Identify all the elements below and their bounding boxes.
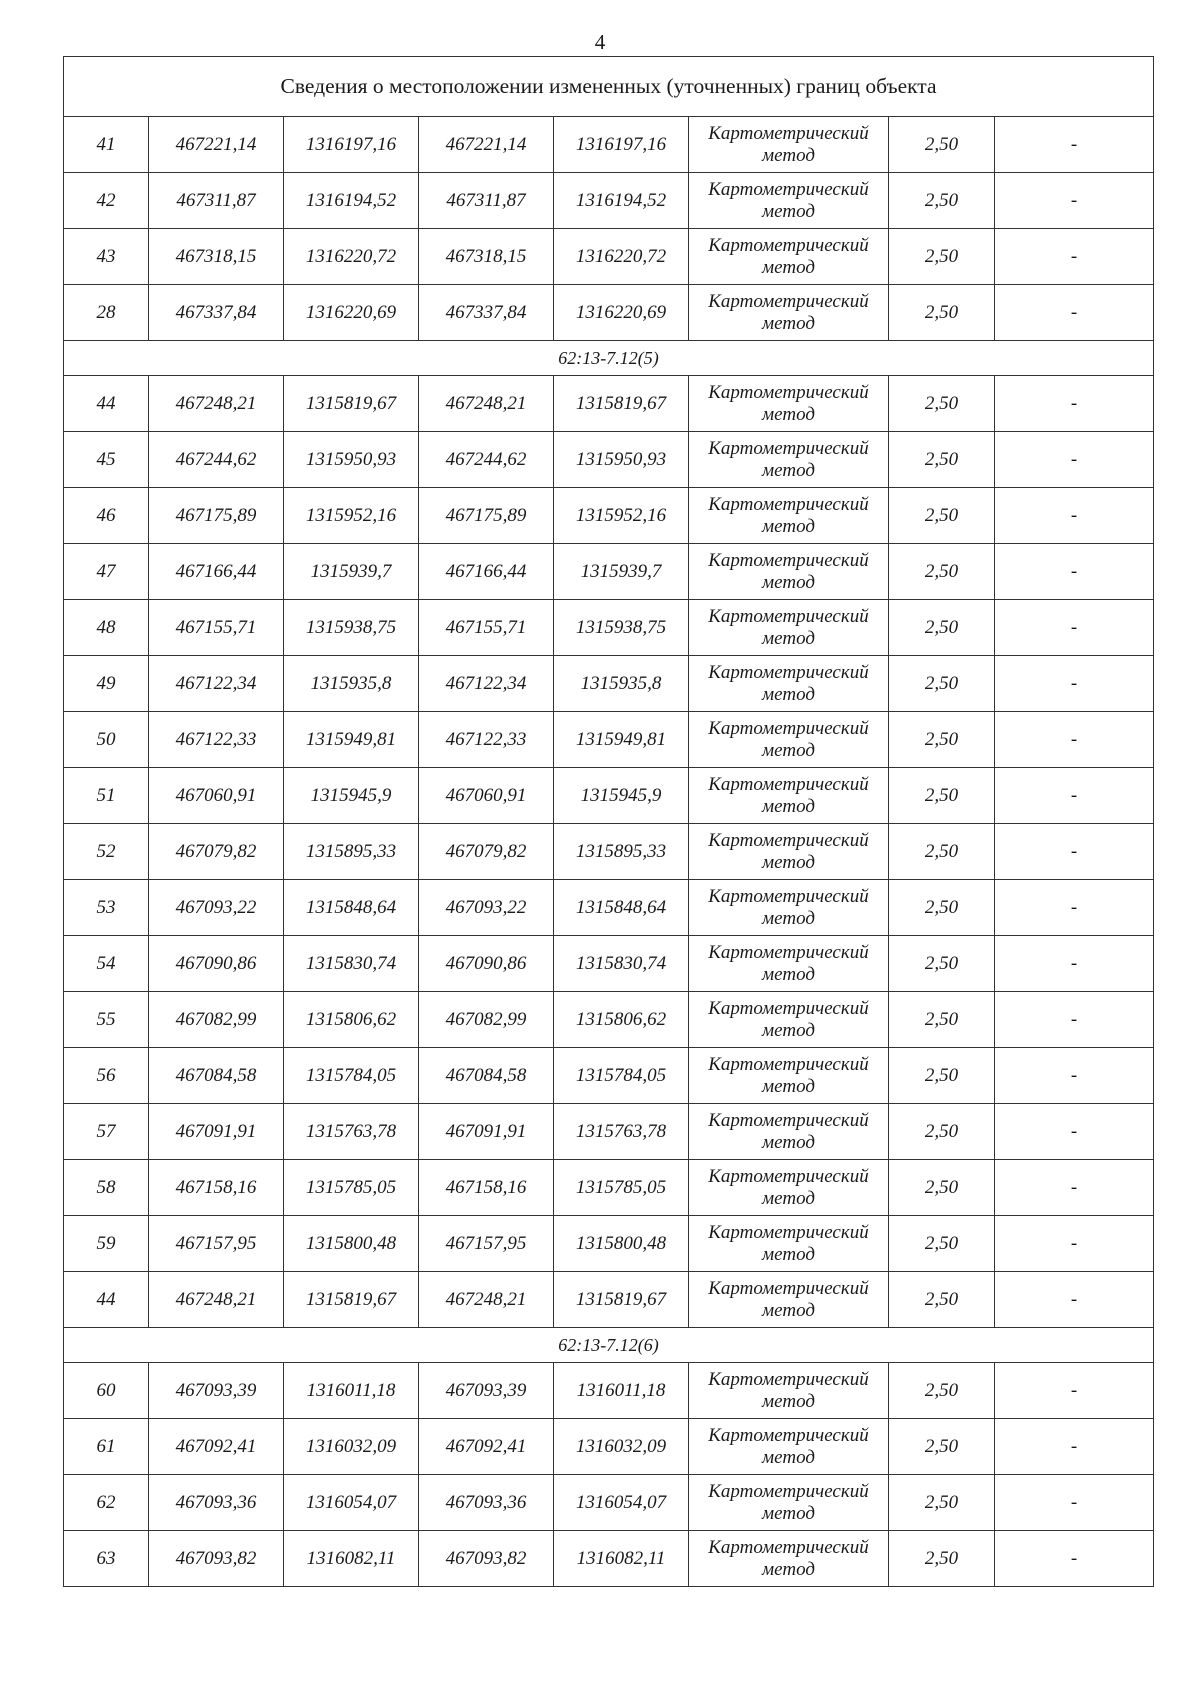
method-cell	[689, 1419, 889, 1475]
method-cell	[689, 712, 889, 768]
accuracy-cell: 2,50	[889, 1475, 995, 1531]
y-existing-cell: 1316011,18	[284, 1363, 419, 1419]
x-existing-cell: 467093,22	[149, 880, 284, 936]
point-number-cell: 57	[64, 1104, 149, 1160]
x-existing-cell: 467248,21	[149, 376, 284, 432]
y-existing-cell: 1315784,05	[284, 1048, 419, 1104]
point-number-cell: 62	[64, 1475, 149, 1531]
method-line-1: Картометрический	[708, 290, 869, 312]
y-existing-cell: 1315763,78	[284, 1104, 419, 1160]
point-number-cell: 59	[64, 1216, 149, 1272]
y-existing-cell: 1315935,8	[284, 656, 419, 712]
method-line-2: метод	[762, 1390, 815, 1412]
table-row	[64, 992, 1154, 1048]
table-row	[64, 1048, 1154, 1104]
x-new-cell: 467093,22	[419, 880, 554, 936]
table-row	[64, 936, 1154, 992]
method-line-2: метод	[762, 571, 815, 593]
y-existing-cell: 1316054,07	[284, 1475, 419, 1531]
point-number-cell: 43	[64, 229, 149, 285]
description-cell: -	[995, 1419, 1154, 1475]
accuracy-cell: 2,50	[889, 1160, 995, 1216]
point-number-cell: 44	[64, 376, 149, 432]
x-new-cell: 467093,36	[419, 1475, 554, 1531]
method-line-2: метод	[762, 459, 815, 481]
y-existing-cell: 1316197,16	[284, 117, 419, 173]
method-line-2: метод	[762, 739, 815, 761]
x-new-cell: 467084,58	[419, 1048, 554, 1104]
method-line-2: метод	[762, 795, 815, 817]
accuracy-cell: 2,50	[889, 656, 995, 712]
method-cell	[689, 117, 889, 173]
accuracy-cell: 2,50	[889, 1531, 995, 1587]
table-row	[64, 1475, 1154, 1531]
x-existing-cell: 467084,58	[149, 1048, 284, 1104]
method-cell	[689, 1048, 889, 1104]
accuracy-cell: 2,50	[889, 824, 995, 880]
description-cell: -	[995, 824, 1154, 880]
y-new-cell: 1316032,09	[554, 1419, 689, 1475]
description-cell: -	[995, 173, 1154, 229]
method-line-1: Картометрический	[708, 1536, 869, 1558]
x-new-cell: 467158,16	[419, 1160, 554, 1216]
table-body	[64, 57, 1154, 1587]
table-row	[64, 600, 1154, 656]
y-new-cell: 1315950,93	[554, 432, 689, 488]
description-cell: -	[995, 1272, 1154, 1328]
y-new-cell: 1315939,7	[554, 544, 689, 600]
method-cell	[689, 824, 889, 880]
y-new-cell: 1315935,8	[554, 656, 689, 712]
section-label: 62:13-7.12(6)	[64, 1328, 1154, 1363]
method-line-1: Картометрический	[708, 773, 869, 795]
y-existing-cell: 1315830,74	[284, 936, 419, 992]
description-cell: -	[995, 600, 1154, 656]
table-row	[64, 1272, 1154, 1328]
x-existing-cell: 467157,95	[149, 1216, 284, 1272]
table-row	[64, 376, 1154, 432]
table-row	[64, 173, 1154, 229]
point-number-cell: 44	[64, 1272, 149, 1328]
accuracy-cell: 2,50	[889, 285, 995, 341]
method-line-1: Картометрический	[708, 997, 869, 1019]
section-header-row	[64, 341, 1154, 376]
description-cell: -	[995, 880, 1154, 936]
method-line-1: Картометрический	[708, 1368, 869, 1390]
method-line-2: метод	[762, 1075, 815, 1097]
method-line-2: метод	[762, 1187, 815, 1209]
y-existing-cell: 1316220,69	[284, 285, 419, 341]
y-existing-cell: 1316194,52	[284, 173, 419, 229]
table-row	[64, 1531, 1154, 1587]
y-existing-cell: 1315949,81	[284, 712, 419, 768]
method-line-2: метод	[762, 851, 815, 873]
y-existing-cell: 1316032,09	[284, 1419, 419, 1475]
x-existing-cell: 467093,39	[149, 1363, 284, 1419]
x-existing-cell: 467092,41	[149, 1419, 284, 1475]
x-new-cell: 467091,91	[419, 1104, 554, 1160]
description-cell: -	[995, 488, 1154, 544]
y-existing-cell: 1315952,16	[284, 488, 419, 544]
x-new-cell: 467248,21	[419, 376, 554, 432]
x-existing-cell: 467122,34	[149, 656, 284, 712]
method-line-2: метод	[762, 1299, 815, 1321]
method-cell	[689, 600, 889, 656]
accuracy-cell: 2,50	[889, 1419, 995, 1475]
table-row	[64, 712, 1154, 768]
method-line-2: метод	[762, 256, 815, 278]
x-new-cell: 467221,14	[419, 117, 554, 173]
description-cell: -	[995, 117, 1154, 173]
table-row	[64, 117, 1154, 173]
accuracy-cell: 2,50	[889, 768, 995, 824]
x-existing-cell: 467248,21	[149, 1272, 284, 1328]
x-new-cell: 467166,44	[419, 544, 554, 600]
point-number-cell: 47	[64, 544, 149, 600]
method-cell	[689, 1104, 889, 1160]
y-new-cell: 1315952,16	[554, 488, 689, 544]
method-line-2: метод	[762, 1131, 815, 1153]
accuracy-cell: 2,50	[889, 1104, 995, 1160]
method-line-1: Картометрический	[708, 234, 869, 256]
x-new-cell: 467244,62	[419, 432, 554, 488]
x-existing-cell: 467090,86	[149, 936, 284, 992]
method-line-1: Картометрический	[708, 1221, 869, 1243]
x-existing-cell: 467318,15	[149, 229, 284, 285]
page-number: 4	[594, 30, 606, 54]
accuracy-cell: 2,50	[889, 1216, 995, 1272]
description-cell: -	[995, 544, 1154, 600]
method-line-2: метод	[762, 403, 815, 425]
point-number-cell: 49	[64, 656, 149, 712]
y-new-cell: 1315785,05	[554, 1160, 689, 1216]
method-cell	[689, 229, 889, 285]
y-new-cell: 1315784,05	[554, 1048, 689, 1104]
description-cell: -	[995, 376, 1154, 432]
method-cell	[689, 1475, 889, 1531]
section-label: 62:13-7.12(5)	[64, 341, 1154, 376]
y-new-cell: 1316220,72	[554, 229, 689, 285]
description-cell: -	[995, 1363, 1154, 1419]
x-new-cell: 467337,84	[419, 285, 554, 341]
point-number-cell: 41	[64, 117, 149, 173]
table-row	[64, 488, 1154, 544]
method-cell	[689, 488, 889, 544]
y-new-cell: 1315949,81	[554, 712, 689, 768]
point-number-cell: 51	[64, 768, 149, 824]
accuracy-cell: 2,50	[889, 1272, 995, 1328]
y-existing-cell: 1315945,9	[284, 768, 419, 824]
y-existing-cell: 1315785,05	[284, 1160, 419, 1216]
description-cell: -	[995, 936, 1154, 992]
table-row	[64, 432, 1154, 488]
x-new-cell: 467122,34	[419, 656, 554, 712]
method-line-2: метод	[762, 963, 815, 985]
x-new-cell: 467090,86	[419, 936, 554, 992]
table-row	[64, 824, 1154, 880]
point-number-cell: 60	[64, 1363, 149, 1419]
method-line-2: метод	[762, 200, 815, 222]
x-new-cell: 467093,82	[419, 1531, 554, 1587]
accuracy-cell: 2,50	[889, 712, 995, 768]
method-cell	[689, 992, 889, 1048]
section-header-row	[64, 1328, 1154, 1363]
method-cell	[689, 1531, 889, 1587]
method-line-1: Картометрический	[708, 1424, 869, 1446]
y-new-cell: 1315895,33	[554, 824, 689, 880]
accuracy-cell: 2,50	[889, 229, 995, 285]
method-line-2: метод	[762, 1558, 815, 1580]
accuracy-cell: 2,50	[889, 432, 995, 488]
method-line-2: метод	[762, 1446, 815, 1468]
y-new-cell: 1315819,67	[554, 376, 689, 432]
x-new-cell: 467122,33	[419, 712, 554, 768]
description-cell: -	[995, 768, 1154, 824]
x-existing-cell: 467093,36	[149, 1475, 284, 1531]
description-cell: -	[995, 432, 1154, 488]
point-number-cell: 61	[64, 1419, 149, 1475]
table-row	[64, 285, 1154, 341]
method-line-1: Картометрический	[708, 605, 869, 627]
y-existing-cell: 1315806,62	[284, 992, 419, 1048]
method-cell	[689, 1272, 889, 1328]
x-existing-cell: 467311,87	[149, 173, 284, 229]
point-number-cell: 58	[64, 1160, 149, 1216]
y-new-cell: 1316194,52	[554, 173, 689, 229]
table-title-row	[64, 57, 1154, 117]
method-cell	[689, 656, 889, 712]
table-row	[64, 1216, 1154, 1272]
description-cell: -	[995, 1216, 1154, 1272]
point-number-cell: 42	[64, 173, 149, 229]
y-new-cell: 1315938,75	[554, 600, 689, 656]
method-line-1: Картометрический	[708, 941, 869, 963]
method-cell	[689, 432, 889, 488]
method-line-2: метод	[762, 515, 815, 537]
x-new-cell: 467060,91	[419, 768, 554, 824]
y-new-cell: 1316197,16	[554, 117, 689, 173]
y-new-cell: 1315945,9	[554, 768, 689, 824]
x-existing-cell: 467091,91	[149, 1104, 284, 1160]
method-line-2: метод	[762, 1019, 815, 1041]
description-cell: -	[995, 1104, 1154, 1160]
method-line-2: метод	[762, 627, 815, 649]
accuracy-cell: 2,50	[889, 992, 995, 1048]
boundary-coordinates-table	[63, 56, 1154, 1587]
method-line-1: Картометрический	[708, 1053, 869, 1075]
method-line-1: Картометрический	[708, 717, 869, 739]
method-cell	[689, 173, 889, 229]
method-line-1: Картометрический	[708, 1277, 869, 1299]
method-line-1: Картометрический	[708, 829, 869, 851]
accuracy-cell: 2,50	[889, 1363, 995, 1419]
x-new-cell: 467082,99	[419, 992, 554, 1048]
method-line-2: метод	[762, 144, 815, 166]
description-cell: -	[995, 992, 1154, 1048]
method-line-1: Картометрический	[708, 1480, 869, 1502]
table-row	[64, 768, 1154, 824]
x-existing-cell: 467244,62	[149, 432, 284, 488]
point-number-cell: 50	[64, 712, 149, 768]
x-existing-cell: 467060,91	[149, 768, 284, 824]
y-new-cell: 1315763,78	[554, 1104, 689, 1160]
accuracy-cell: 2,50	[889, 117, 995, 173]
table-row	[64, 229, 1154, 285]
point-number-cell: 52	[64, 824, 149, 880]
y-existing-cell: 1316220,72	[284, 229, 419, 285]
y-existing-cell: 1315895,33	[284, 824, 419, 880]
point-number-cell: 48	[64, 600, 149, 656]
description-cell: -	[995, 1048, 1154, 1104]
method-line-1: Картометрический	[708, 1109, 869, 1131]
x-existing-cell: 467175,89	[149, 488, 284, 544]
method-line-1: Картометрический	[708, 381, 869, 403]
x-existing-cell: 467337,84	[149, 285, 284, 341]
accuracy-cell: 2,50	[889, 936, 995, 992]
x-new-cell: 467155,71	[419, 600, 554, 656]
point-number-cell: 63	[64, 1531, 149, 1587]
method-cell	[689, 936, 889, 992]
table-row	[64, 1419, 1154, 1475]
method-line-2: метод	[762, 1243, 815, 1265]
x-new-cell: 467079,82	[419, 824, 554, 880]
x-new-cell: 467157,95	[419, 1216, 554, 1272]
method-line-1: Картометрический	[708, 549, 869, 571]
accuracy-cell: 2,50	[889, 880, 995, 936]
table-title: Сведения о местоположении измененных (уточненных) границ объекта	[64, 57, 1154, 117]
method-line-1: Картометрический	[708, 122, 869, 144]
table-row	[64, 880, 1154, 936]
description-cell: -	[995, 1531, 1154, 1587]
method-cell	[689, 376, 889, 432]
method-cell	[689, 768, 889, 824]
accuracy-cell: 2,50	[889, 376, 995, 432]
x-existing-cell: 467122,33	[149, 712, 284, 768]
y-new-cell: 1315819,67	[554, 1272, 689, 1328]
x-existing-cell: 467079,82	[149, 824, 284, 880]
description-cell: -	[995, 229, 1154, 285]
y-existing-cell: 1316082,11	[284, 1531, 419, 1587]
description-cell: -	[995, 712, 1154, 768]
y-existing-cell: 1315938,75	[284, 600, 419, 656]
method-cell	[689, 880, 889, 936]
x-new-cell: 467093,39	[419, 1363, 554, 1419]
method-line-1: Картометрический	[708, 493, 869, 515]
table-row	[64, 1363, 1154, 1419]
x-existing-cell: 467093,82	[149, 1531, 284, 1587]
accuracy-cell: 2,50	[889, 1048, 995, 1104]
method-line-1: Картометрический	[708, 437, 869, 459]
x-new-cell: 467092,41	[419, 1419, 554, 1475]
table-row	[64, 656, 1154, 712]
y-new-cell: 1315848,64	[554, 880, 689, 936]
method-line-2: метод	[762, 1502, 815, 1524]
x-new-cell: 467175,89	[419, 488, 554, 544]
x-existing-cell: 467221,14	[149, 117, 284, 173]
x-new-cell: 467318,15	[419, 229, 554, 285]
y-new-cell: 1316054,07	[554, 1475, 689, 1531]
y-existing-cell: 1315939,7	[284, 544, 419, 600]
description-cell: -	[995, 1475, 1154, 1531]
method-line-2: метод	[762, 312, 815, 334]
point-number-cell: 56	[64, 1048, 149, 1104]
y-existing-cell: 1315950,93	[284, 432, 419, 488]
method-cell	[689, 1160, 889, 1216]
y-new-cell: 1316011,18	[554, 1363, 689, 1419]
method-line-1: Картометрический	[708, 885, 869, 907]
accuracy-cell: 2,50	[889, 544, 995, 600]
method-cell	[689, 1216, 889, 1272]
table-row	[64, 1104, 1154, 1160]
method-cell	[689, 285, 889, 341]
x-new-cell: 467248,21	[419, 1272, 554, 1328]
method-cell	[689, 544, 889, 600]
method-line-2: метод	[762, 683, 815, 705]
method-cell	[689, 1363, 889, 1419]
y-new-cell: 1316082,11	[554, 1531, 689, 1587]
description-cell: -	[995, 1160, 1154, 1216]
point-number-cell: 45	[64, 432, 149, 488]
y-existing-cell: 1315800,48	[284, 1216, 419, 1272]
y-existing-cell: 1315819,67	[284, 1272, 419, 1328]
y-new-cell: 1315806,62	[554, 992, 689, 1048]
table-row	[64, 1160, 1154, 1216]
accuracy-cell: 2,50	[889, 173, 995, 229]
method-line-1: Картометрический	[708, 1165, 869, 1187]
accuracy-cell: 2,50	[889, 488, 995, 544]
point-number-cell: 46	[64, 488, 149, 544]
y-new-cell: 1315800,48	[554, 1216, 689, 1272]
x-existing-cell: 467082,99	[149, 992, 284, 1048]
x-existing-cell: 467158,16	[149, 1160, 284, 1216]
x-new-cell: 467311,87	[419, 173, 554, 229]
description-cell: -	[995, 285, 1154, 341]
method-line-1: Картометрический	[708, 661, 869, 683]
method-line-2: метод	[762, 907, 815, 929]
x-existing-cell: 467155,71	[149, 600, 284, 656]
y-existing-cell: 1315848,64	[284, 880, 419, 936]
accuracy-cell: 2,50	[889, 600, 995, 656]
method-line-1: Картометрический	[708, 178, 869, 200]
point-number-cell: 28	[64, 285, 149, 341]
y-existing-cell: 1315819,67	[284, 376, 419, 432]
table-row	[64, 544, 1154, 600]
description-cell: -	[995, 656, 1154, 712]
y-new-cell: 1316220,69	[554, 285, 689, 341]
point-number-cell: 55	[64, 992, 149, 1048]
y-new-cell: 1315830,74	[554, 936, 689, 992]
point-number-cell: 53	[64, 880, 149, 936]
x-existing-cell: 467166,44	[149, 544, 284, 600]
point-number-cell: 54	[64, 936, 149, 992]
